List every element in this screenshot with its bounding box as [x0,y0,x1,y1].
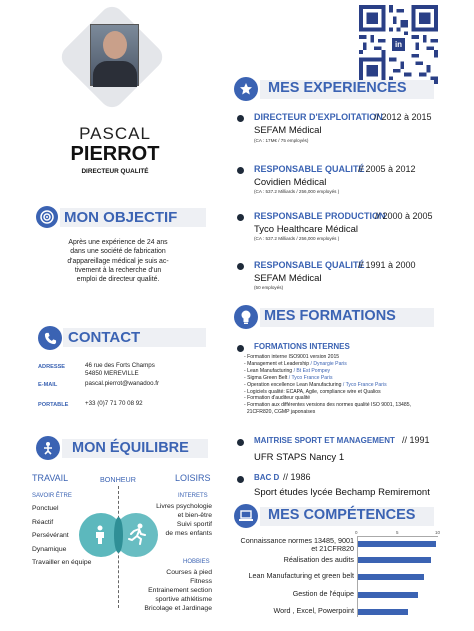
objective-line: Après une expérience de 24 ans [68,239,168,246]
hobby-item: Courses à pied [166,569,212,576]
experience-detail: (CA : 537.2 Milliards / 256,000 employés ) [254,189,340,194]
bac-title: BAC D [254,473,280,482]
experience-role: RESPONSABLE QUALITÉ [254,260,365,270]
training-item: - Formation interne ISO9001 version 2015 [244,354,340,360]
interest-item: Suivi sportif [176,521,212,528]
experience-company: Covidien Médical [254,177,327,188]
bac-school: Sport études lycée Bechamp Remiremont [254,487,430,498]
skill-label: Word , Excel, Powerpoint [273,606,354,615]
training-item: - Management et Leadership / Dynargie Paris [244,360,347,367]
training-item: - Lean Manufacturing / Bt Est Pompey [244,367,331,374]
hobbies-list [130,568,212,613]
qr-code[interactable] [359,5,438,84]
formation-bullet [237,439,244,446]
skill-bar [358,592,418,598]
overlap-lens [114,517,123,553]
objective-line: d'appareillage médical je suis ac- [67,257,169,265]
experience-company: Tyco Healthcare Médical [254,224,359,235]
hobby-item: sportive athlétisme [155,596,212,603]
experience-detail: (CA : 17M€ / 75 employés) [254,138,309,143]
balance-icon [36,436,60,460]
scale-label-0: 0 [355,530,358,535]
scale-label-10: 10 [435,530,441,535]
skill-item: Dynamique [32,546,67,553]
objective-line: emploi de directeur qualité. [76,276,160,284]
hobby-item: Fitness [190,578,212,585]
laptop-icon [234,504,258,528]
experience-role: DIRECTEUR D'EXPLOITATION [254,112,383,122]
experience-company: SEFAM Médical [254,125,322,136]
experience-dates: // 2000 à 2005 [375,211,433,221]
interest-item: Livres psychologie [156,503,212,510]
linkedin-icon: in [391,37,406,52]
training-item: 21CFR820, CGMP japonaises [244,409,316,416]
last-name: PIERROT [70,143,160,165]
objective-line: tivement à la recherche d'un [74,266,162,274]
formation-bullet [237,476,244,483]
objective-title: MON OBJECTIF [64,209,178,226]
first-name: PASCAL [79,124,151,143]
email-value[interactable]: pascal.pierrot@wanadoo.fr [85,380,160,387]
hobby-item: Bricolage et Jardinage [144,605,212,612]
photo-head [103,31,127,59]
experience-detail: (50 employés) [254,285,284,290]
hobby-item: Entrainement section [148,587,212,594]
profile-photo [90,24,139,86]
skill-item: Ponctuel [32,505,59,512]
experience-dates: // 1991 à 2000 [358,260,416,270]
interests-label: INTERETS [178,493,208,499]
skill-label: Lean Manufacturing et green belt [248,571,354,580]
skill-item: Travailler en équipe [32,559,92,566]
training-item: - Formation aux différentes versions des normes qualité ISO 9001, 13485, [244,402,411,409]
experience-dates: // 2012 à 2015 [374,112,432,122]
experience-company: SEFAM Médical [254,273,322,284]
objective-line: dans une société de fabrication [70,248,166,256]
sport-degree-school: UFR STAPS Nancy 1 [254,452,345,463]
skills-chart [236,530,446,620]
internal-training-list [244,354,411,416]
address-line: 46 rue des Forts Champs [85,362,155,369]
experience-detail: (CA : 537.2 Milliards / 256,000 employés ) [254,236,340,241]
skill-bar [358,541,436,547]
interest-item: de mes enfants [165,530,212,537]
person-icon [94,525,106,545]
objective-text [36,238,200,284]
experience-bullet [237,115,244,122]
sport-degree-title: MAITRISE SPORT ET MANAGEMENT [254,436,395,445]
job-title: DIRECTEUR QUALITÉ [81,168,149,175]
interest-item: et bien-être [177,512,212,519]
hobbies-label: HOBBIES [183,559,210,565]
skills-label: SAVOIR ÊTRE [32,493,72,499]
mobile-label: PORTABLE [38,402,69,408]
skill-item: Persévérant [32,532,69,539]
address-label: ADRESSE [38,364,66,370]
photo-frame [52,10,172,114]
experience-bullet [237,263,244,270]
training-item: - Operation excellence Lean Manufacturing / Tyco France Paris [244,381,387,388]
leisure-label: LOISIRS [175,473,211,483]
address-line: 54850 MEREVILLE [85,370,139,377]
training-item: - Logiciels qualité: ECAPA, Agile, compliance wire et Qualios [244,388,381,395]
skill-label: Réalisation des audits [283,555,354,564]
mobile-value: +33 (0)7 71 70 08 92 [85,400,143,407]
photo-suit [93,61,137,87]
interests-list [140,502,212,538]
happiness-label: BONHEUR [100,475,136,484]
bac-year: // 1986 [283,472,311,482]
work-label: TRAVAIL [32,473,69,483]
scale-label-5: 5 [396,530,399,535]
experience-bullet [237,214,244,221]
formations-title: MES FORMATIONS [264,308,396,324]
experiences-title: MES EXPERIENCES [268,80,407,96]
skill-label: Gestion de l'équipe [292,589,354,598]
star-icon [234,77,258,101]
skill-bar [358,574,424,580]
balance-title: MON ÉQUILIBRE [72,440,189,456]
skill-bar [358,609,408,615]
internal-training-title: FORMATIONS INTERNES [254,342,350,351]
email-label: E-MAIL [38,382,58,388]
sport-degree-year: // 1991 [402,435,430,445]
competences-title: MES COMPÉTENCES [268,507,416,523]
target-icon [36,206,58,228]
training-item: - Formation d'auditeur qualité [244,395,311,402]
skill-label: Connaissance normes 13485, 9001 et 21CFR820 [240,536,354,554]
experience-dates: // 2005 à 2012 [358,164,416,174]
experience-role: RESPONSABLE QUALITÉ [254,164,365,174]
experience-bullet [237,167,244,174]
phone-icon [38,326,62,350]
experience-role: RESPONSABLE PRODUCTION [254,211,386,221]
skill-bar [358,557,431,563]
formation-bullet [237,345,244,352]
chart-top-rule [357,536,438,537]
contact-title: CONTACT [68,329,141,346]
lightbulb-icon [234,305,258,329]
skill-item: Réactif [32,519,54,526]
training-item: - Sigma Green Belt / Tyco France Paris [244,374,333,381]
address-value [85,362,155,378]
